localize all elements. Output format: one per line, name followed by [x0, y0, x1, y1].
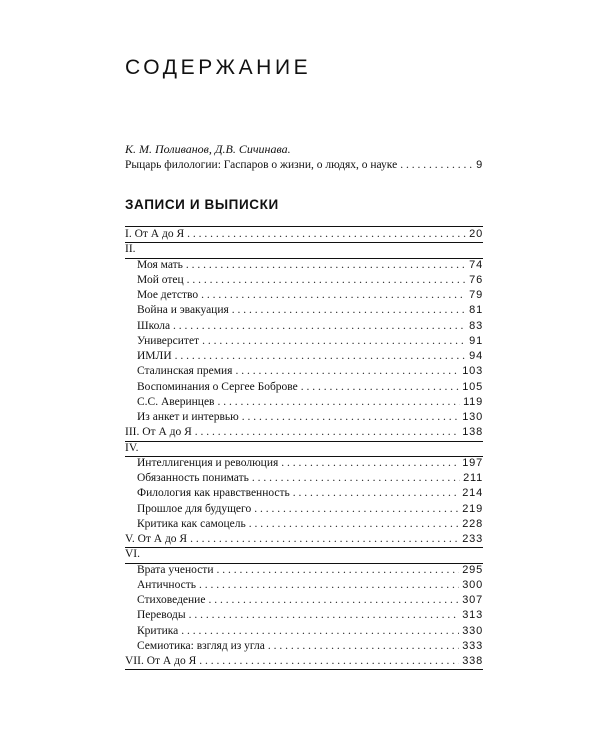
leader-dots — [252, 471, 460, 486]
leader-dots — [181, 624, 459, 639]
toc-entry-label: Врата учености — [137, 563, 214, 576]
page-title: СОДЕРЖАНИЕ — [125, 56, 312, 79]
leader-dots — [201, 288, 466, 303]
toc-entry — [125, 547, 483, 562]
toc-entry[interactable] — [125, 319, 483, 334]
toc-entry-page-number: 214 — [462, 487, 483, 500]
toc-entry[interactable] — [125, 639, 483, 654]
horizontal-rule — [125, 242, 483, 243]
toc-entry-label: Обязанность понимать — [137, 472, 249, 484]
leader-dots — [199, 654, 459, 669]
toc-entry-page-number: 300 — [462, 578, 483, 591]
toc-entry-page-number: 333 — [462, 639, 483, 652]
toc-entry[interactable] — [125, 349, 483, 364]
intro-title: Рыцарь филологии: Гаспаров о жизни, о людях, о науке — [125, 159, 398, 171]
toc-entry-label: III. От А до Я — [125, 426, 192, 439]
intro-page-number: 9 — [476, 159, 483, 171]
intro-authors: К. М. Поливанов, Д.В. Сичинава. — [125, 142, 291, 156]
toc-entry[interactable] — [125, 593, 483, 608]
toc-entry[interactable] — [125, 273, 483, 288]
toc-entry-label: Школа — [137, 319, 171, 332]
leader-dots — [195, 425, 459, 440]
toc-entry-page-number: 330 — [462, 624, 483, 637]
toc-entry[interactable] — [125, 288, 483, 303]
toc-entry-label: Переводы — [137, 609, 186, 622]
leader-dots — [208, 593, 459, 608]
toc-entry-label: С.С. Аверинцев — [137, 395, 215, 408]
toc-entry-page-number: 338 — [462, 655, 483, 667]
horizontal-rule — [125, 441, 483, 442]
toc-entry[interactable] — [125, 624, 483, 639]
toc-entry[interactable] — [125, 486, 483, 501]
toc-entry — [125, 441, 483, 456]
toc-entry-page-number: 20 — [469, 228, 483, 240]
leader-dots — [190, 532, 459, 547]
toc-entry[interactable] — [125, 532, 483, 547]
toc-entry[interactable] — [125, 654, 483, 669]
toc-entry[interactable] — [125, 517, 483, 532]
toc-entry[interactable] — [125, 303, 483, 318]
toc-entry-page-number: 130 — [462, 411, 483, 423]
toc-entry-page-number: 91 — [469, 334, 483, 347]
leader-dots — [173, 319, 466, 334]
toc-entry-label: ИМЛИ — [137, 350, 172, 362]
toc-entry[interactable] — [125, 364, 483, 379]
toc-entry-page-number: 76 — [469, 273, 483, 286]
leader-dots — [235, 364, 459, 379]
toc-entry[interactable] — [125, 456, 483, 471]
toc-entry-page-number: 228 — [462, 517, 483, 530]
horizontal-rule — [125, 563, 483, 564]
toc-entry-label: Университет — [137, 334, 200, 347]
toc-entry-label: Из анкет и интервью — [137, 411, 239, 423]
toc-entry-label: Мое детство — [137, 289, 199, 301]
toc-entry-page-number: 94 — [469, 350, 483, 362]
leader-dots — [189, 608, 460, 623]
toc-entry-label: Античность — [137, 578, 196, 591]
table-of-contents — [125, 227, 483, 669]
toc-entry-page-number: 313 — [462, 609, 483, 622]
toc-entry-page-number: 219 — [462, 502, 483, 515]
leader-dots — [218, 395, 461, 410]
horizontal-rule — [125, 669, 483, 670]
toc-entry-page-number: 295 — [462, 563, 483, 576]
toc-entry-label: I. От А до Я — [125, 228, 185, 240]
toc-entry-page-number: 138 — [462, 426, 483, 439]
toc-entry-label: II. — [125, 243, 136, 256]
toc-entry-label: Интеллигенция и революция — [137, 456, 279, 469]
leader-dots — [199, 578, 459, 593]
toc-entry-page-number: 211 — [463, 472, 483, 484]
toc-entry-page-number: 307 — [462, 594, 483, 606]
toc-entry-page-number: 79 — [469, 289, 483, 301]
toc-entry-page-number: 74 — [469, 258, 483, 271]
toc-entry-label: V. От А до Я — [125, 533, 188, 545]
toc-entry-label: VII. От А до Я — [125, 655, 197, 667]
toc-entry-label: Критика как самоцель — [137, 517, 246, 530]
toc-entry[interactable] — [125, 563, 483, 578]
toc-entry — [125, 242, 483, 257]
leader-dots — [175, 349, 467, 364]
toc-entry[interactable] — [125, 258, 483, 273]
toc-entry[interactable] — [125, 380, 483, 395]
leader-dots — [202, 334, 466, 349]
leader-dots — [242, 410, 459, 425]
toc-entry[interactable] — [125, 502, 483, 517]
leader-dots — [187, 227, 466, 242]
toc-entry-page-number: 83 — [469, 319, 483, 332]
toc-entry-label: Стиховедение — [137, 594, 206, 606]
leader-dots — [186, 258, 466, 273]
leader-dots — [232, 303, 466, 318]
toc-entry-page-number: 81 — [469, 304, 483, 317]
leader-dots — [281, 456, 459, 471]
toc-entry-label: Филология как нравственность — [137, 487, 290, 500]
toc-entry[interactable] — [125, 227, 483, 242]
toc-entry-page-number: 119 — [463, 395, 483, 408]
toc-entry[interactable] — [125, 425, 483, 440]
toc-entry-label: VI. — [125, 548, 141, 561]
toc-entry[interactable] — [125, 395, 483, 410]
toc-entry-page-number: 105 — [462, 380, 483, 393]
leader-dots — [217, 563, 460, 578]
toc-entry-page-number: 197 — [462, 456, 483, 469]
section-heading: ЗАПИСИ И ВЫПИСКИ — [125, 197, 279, 212]
toc-entry[interactable] — [125, 410, 483, 425]
horizontal-rule — [125, 226, 483, 227]
toc-entry[interactable] — [125, 471, 483, 486]
leader-dots — [268, 639, 459, 654]
toc-entry-page-number: 103 — [462, 365, 483, 378]
horizontal-rule — [125, 456, 483, 457]
toc-entry-label: Моя мать — [137, 258, 183, 271]
leader-dots — [293, 486, 459, 501]
toc-entry-label: Война и эвакуация — [137, 304, 229, 317]
leader-dots — [400, 158, 473, 173]
intro-entry[interactable] — [125, 141, 483, 173]
toc-entry[interactable] — [125, 334, 483, 349]
toc-entry-label: Сталинская премия — [137, 365, 233, 378]
toc-entry-label: IV. — [125, 441, 139, 454]
toc-entry-label: Мой отец — [137, 273, 184, 286]
leader-dots — [301, 380, 459, 395]
toc-entry-label: Воспоминания о Сергее Боброве — [137, 380, 298, 393]
horizontal-rule — [125, 258, 483, 259]
toc-entry-label: Семиотика: взгляд из угла — [137, 639, 265, 652]
intro-title-row — [125, 158, 483, 173]
leader-dots — [254, 502, 459, 517]
horizontal-rule — [125, 547, 483, 548]
toc-entry-page-number: 233 — [462, 533, 483, 545]
toc-entry-label: Прошлое для будущего — [137, 502, 252, 515]
toc-entry[interactable] — [125, 578, 483, 593]
leader-dots — [187, 273, 467, 288]
toc-entry[interactable] — [125, 608, 483, 623]
leader-dots — [249, 517, 459, 532]
toc-entry-label: Критика — [137, 624, 179, 637]
